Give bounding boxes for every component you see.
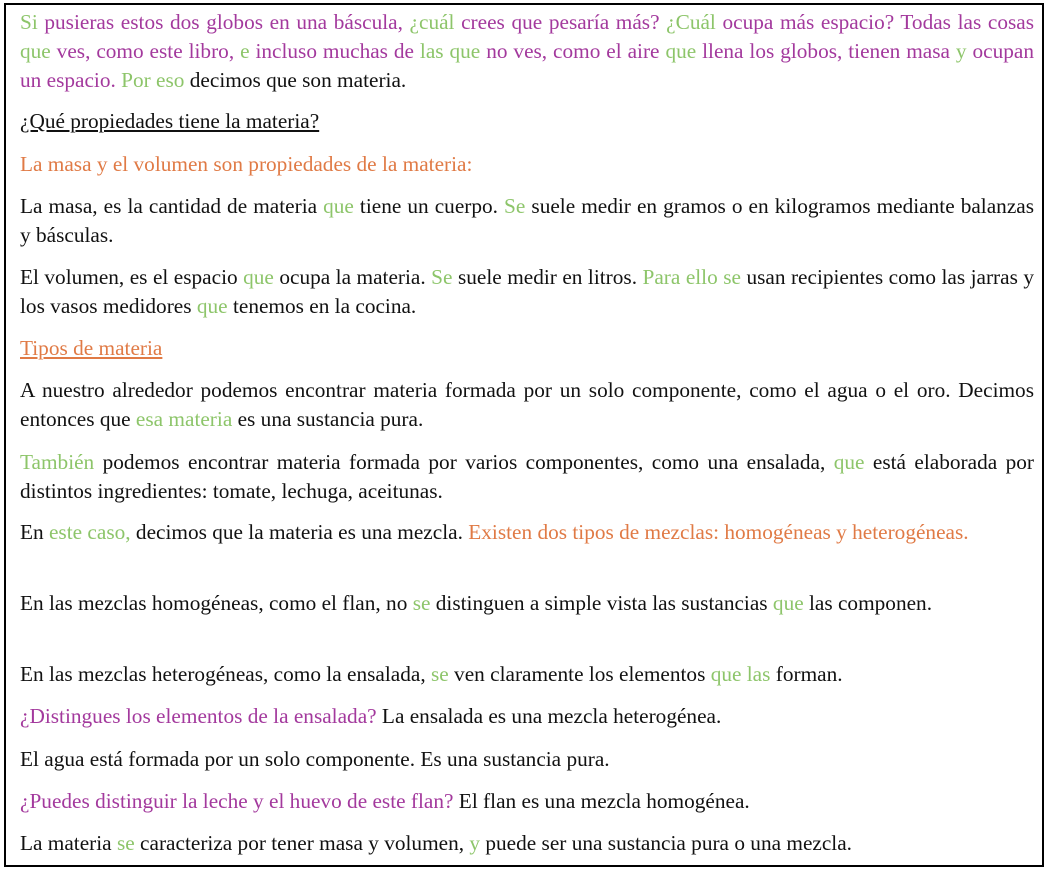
text-run: También	[20, 450, 95, 474]
text-run: esa materia	[135, 407, 233, 431]
text-run: puede ser una sustancia pura o una mezcla.	[480, 831, 852, 855]
text-run: crees que pesaría más?	[454, 10, 667, 34]
text-run: ocupa más espacio? Todas las cosas	[715, 10, 1035, 34]
paragraph-several-components	[20, 448, 1034, 506]
paragraph-pure-substance	[20, 376, 1034, 434]
text-run: La masa, es la cantidad de materia	[20, 194, 324, 218]
text-run: pusieras estos dos globos en una báscula,	[37, 10, 410, 34]
text-run: ocupa la materia.	[273, 265, 432, 289]
paragraph-mass	[20, 192, 1034, 250]
text-run: no ves, como el aire	[480, 39, 666, 63]
text-run: las componen.	[803, 591, 933, 615]
text-run: llena los globos, tienen masa	[696, 39, 956, 63]
text-run: que	[772, 591, 804, 615]
text-run: A nuestro alrededor podemos encontrar materia formada por un solo componente, como el agua o el oro. Decimos entonces que	[20, 378, 1034, 431]
text-run: caracteriza por tener masa y volumen,	[134, 831, 470, 855]
paragraph-intro	[20, 8, 1034, 95]
text-run: ven claramente los elementos	[448, 662, 711, 686]
text-run: Existen dos tipos de mezclas: homogéneas y heterogéneas.	[468, 520, 969, 544]
text-run: La ensalada es una mezcla heterogénea.	[376, 704, 722, 728]
text-run: y	[955, 39, 967, 63]
heading-types-of-matter	[20, 334, 1034, 363]
text-run: se	[116, 831, 135, 855]
text-run: suele medir en litros.	[452, 265, 643, 289]
text-run: e	[240, 39, 250, 63]
paragraph-salad-question	[20, 702, 1034, 731]
text-run: que	[243, 265, 274, 289]
text-run: podemos encontrar materia formada por varios componentes, como una ensalada,	[94, 450, 834, 474]
text-run: que	[665, 39, 697, 63]
text-run: Tipos de materia	[20, 336, 163, 360]
text-run: está elaborada por distintos ingredientes: tomate, lechuga, aceitunas.	[20, 450, 1034, 503]
text-run: se	[430, 662, 449, 686]
text-run: Para ello se	[642, 265, 741, 289]
text-run: que	[323, 194, 354, 218]
text-run: suele medir en gramos o en kilogramos mediante balanzas y básculas.	[20, 194, 1035, 247]
text-run: forman.	[770, 662, 843, 686]
text-run: La materia	[20, 831, 117, 855]
heading-properties	[20, 107, 1034, 136]
text-run: incluso muchas de	[249, 39, 420, 63]
text-run: se	[412, 591, 431, 615]
paragraph-flan-question	[20, 787, 1034, 816]
text-run: ¿Qué propiedades tiene la materia?	[20, 109, 320, 133]
text-run: Por eso	[121, 68, 185, 92]
text-box	[4, 3, 1044, 867]
paragraph-mixtures	[20, 518, 1034, 547]
text-run: ¿Puedes distinguir la leche y el huevo de este flan?	[20, 789, 454, 813]
text-run: decimos que la materia es una mezcla.	[130, 520, 469, 544]
text-run: La masa y el volumen son propiedades de la materia:	[20, 152, 473, 176]
text-run: usan recipientes como las jarras y los vasos medidores	[20, 265, 1034, 318]
text-run: El flan es una mezcla homogénea.	[453, 789, 750, 813]
text-run: que las	[710, 662, 771, 686]
paragraph-heterogeneous	[20, 660, 1034, 689]
text-run: las que	[419, 39, 481, 63]
subheading-mass-volume	[20, 150, 1034, 179]
paragraph-conclusion	[20, 829, 1034, 858]
text-run: ¿Cuál	[666, 10, 716, 34]
text-run: este caso,	[48, 520, 131, 544]
text-run: ves, como este libro,	[50, 39, 241, 63]
text-run: El agua está formada por un solo componente. Es una sustancia pura.	[20, 747, 610, 771]
text-run: ocupan un espacio.	[20, 39, 1035, 92]
text-run: En las mezclas heterogéneas, como la ensalada,	[20, 662, 431, 686]
text-run: tenemos en la cocina.	[227, 294, 417, 318]
text-run: Si	[20, 10, 38, 34]
paragraph-homogeneous	[20, 589, 1034, 618]
text-run: Se	[431, 265, 453, 289]
text-run: y	[469, 831, 481, 855]
text-run: decimos que son materia.	[184, 68, 407, 92]
text-run: Se	[504, 194, 526, 218]
text-run: En	[20, 520, 49, 544]
paragraph-water	[20, 745, 1034, 774]
text-run: es una sustancia pura.	[232, 407, 424, 431]
text-run: ¿Distingues los elementos de la ensalada?	[20, 704, 377, 728]
text-run: distinguen a simple vista las sustancias	[430, 591, 773, 615]
text-run: que	[833, 450, 865, 474]
text-run: ¿cuál	[409, 10, 455, 34]
text-run: que	[20, 39, 51, 63]
text-run: En las mezclas homogéneas, como el flan, no	[20, 591, 413, 615]
paragraph-volume	[20, 263, 1034, 321]
text-run: que	[196, 294, 228, 318]
text-run: El volumen, es el espacio	[20, 265, 244, 289]
text-run: tiene un cuerpo.	[353, 194, 505, 218]
